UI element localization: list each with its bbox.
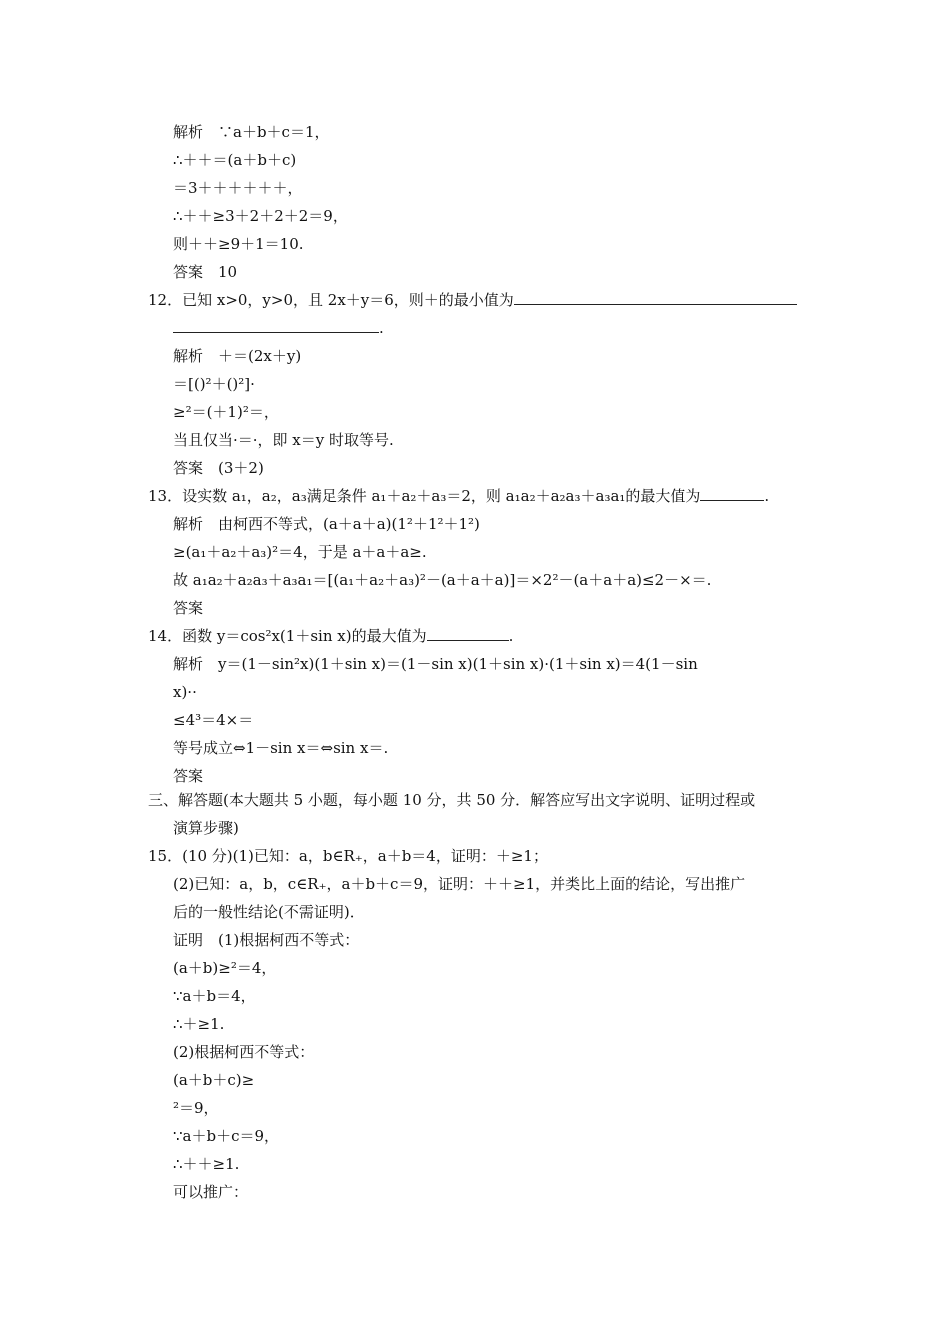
question-13 [148, 486, 769, 506]
text-line: ²＝9， [173, 1099, 219, 1117]
period: . [764, 487, 770, 505]
text-line: 解析 ∵a＋b＋c＝1， [173, 123, 330, 141]
answer-blank [173, 318, 379, 333]
question-14-text: 14．函数 y＝cos²x(1＋sin x)的最大值为 [148, 627, 427, 645]
question-12-cont [173, 318, 384, 338]
text-line: (2)根据柯西不等式： [173, 1043, 315, 1061]
question-12 [148, 290, 797, 310]
text-line: 后的一般性结论(不需证明)． [173, 903, 365, 921]
text-line: ∴＋＋≥3＋2＋2＋2＝9， [173, 207, 348, 225]
text-line: ∴＋＋＝(a＋b＋c) [173, 151, 297, 169]
text-line: 故 a₁a₂＋a₂a₃＋a₃a₁＝[(a₁＋a₂＋a₃)²－(a＋a＋a)]＝×2²－(a＋a＋a)≤2－×＝. [173, 571, 712, 589]
period: . [508, 627, 514, 645]
answer-blank [700, 486, 764, 501]
text-line: (a＋b)≥²＝4， [173, 959, 277, 977]
text-line: 证明 (1)根据柯西不等式： [173, 931, 360, 949]
text-line: 解析 ＋＝(2x＋y) [173, 347, 302, 365]
text-line: (a＋b＋c)≥ [173, 1071, 255, 1089]
text-line: 解析 y＝(1－sin²x)(1＋sin x)＝(1－sin x)(1＋sin x)·(1＋sin x)＝4(1－sin [173, 655, 698, 673]
text-line: ∴＋≥1. [173, 1015, 225, 1033]
question-14 [148, 626, 513, 646]
period: . [379, 319, 384, 337]
answer-line: 答案 10 [173, 263, 238, 281]
text-line: ＝[()²＋()²]· [173, 375, 255, 393]
answer-line: 答案 [173, 767, 204, 785]
section-heading-cont: 演算步骤) [173, 819, 239, 837]
text-line: 解析 由柯西不等式，(a＋a＋a)(1²＋1²＋1²) [173, 515, 480, 533]
text-line: x)·· [173, 683, 197, 701]
answer-blank [427, 626, 509, 641]
answer-blank [514, 290, 797, 305]
text-line: 等号成立⇔1－sin x＝⇔sin x＝. [173, 739, 389, 757]
text-line: 则＋＋≥9＋1＝10. [173, 235, 304, 253]
text-line: ≥²＝(＋1)²＝， [173, 403, 279, 421]
text-line: 当且仅当·＝·，即 x＝y 时取等号. [173, 431, 394, 449]
text-line: ≤4³＝4×＝ [173, 711, 254, 729]
question-12-text: 12．已知 x>0，y>0，且 2x＋y＝6，则＋的最小值为 [148, 291, 514, 309]
text-line: ∵a＋b＋c＝9， [173, 1127, 280, 1145]
question-15: 15．(10 分)(1)已知：a，b∈R₊，a＋b＝4，证明：＋≥1； [148, 847, 548, 865]
answer-line: 答案 [173, 599, 204, 617]
text-line: ∵a＋b＝4， [173, 987, 256, 1005]
answer-line: 答案 (3＋2) [173, 459, 264, 477]
text-line: ∴＋＋≥1. [173, 1155, 240, 1173]
text-line: ≥(a₁＋a₂＋a₃)²＝4，于是 a＋a＋a≥. [173, 543, 427, 561]
text-line: ＝3＋＋＋＋＋＋， [173, 179, 303, 197]
section-heading: 三、解答题(本大题共 5 小题，每小题 10 分，共 50 分．解答应写出文字说明、证明过程或 [148, 791, 756, 809]
text-line: 可以推广： [173, 1183, 249, 1201]
text-line: (2)已知：a，b，c∈R₊，a＋b＋c＝9，证明：＋＋≥1，并类比上面的结论，写出推广 [173, 875, 746, 893]
question-13-text: 13．设实数 a₁，a₂，a₃满足条件 a₁＋a₂＋a₃＝2，则 a₁a₂＋a₂a₃＋a₃a₁的最大值为 [148, 487, 701, 505]
